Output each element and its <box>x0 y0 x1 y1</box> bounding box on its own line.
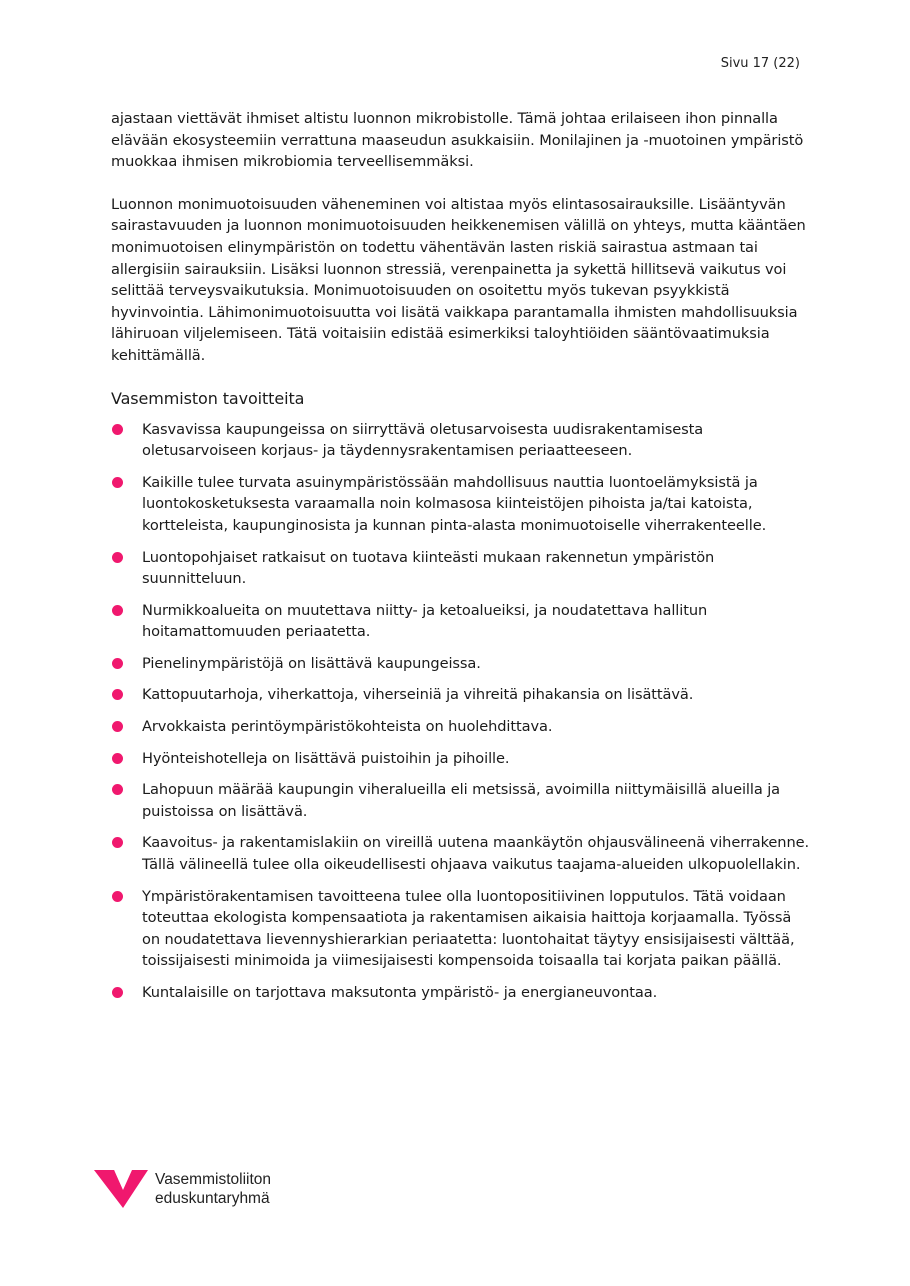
goal-list-item <box>111 472 811 537</box>
footer <box>92 1166 271 1210</box>
bullet-dot-icon <box>112 987 123 998</box>
goal-list-item <box>111 779 811 822</box>
organization-name-line1: Vasemmistoliiton <box>155 1171 272 1188</box>
goal-text: Pienelinympäristöjä on lisättävä kaupungeissa. <box>142 654 481 672</box>
bullet-dot-icon <box>112 753 123 764</box>
goal-text: Kuntalaisille on tarjottava maksutonta ympäristö- ja energianeuvontaa. <box>142 984 658 1001</box>
section-heading: Vasemmiston tavoitteita <box>111 388 305 408</box>
goal-text: Hyönteishotelleja on lisättävä puistoihin ja pihoille. <box>142 749 510 767</box>
vasemmisto-v-logo-icon <box>92 1166 150 1210</box>
goal-text: Kaavoitus- ja rakentamislakiin on vireillä uutena maankäytön ohjausvälineenä viherrakenne. Tällä välineellä tulee olla oikeudellisesti ohjaava vaikutus taajama-alueiden ulkopuolellakin. <box>142 834 810 874</box>
goal-list-item <box>111 600 811 643</box>
goal-list-item <box>111 547 811 590</box>
bullet-dot-icon <box>112 424 123 435</box>
document-body <box>111 108 811 1014</box>
goal-list-item <box>111 886 811 972</box>
goal-list-item <box>111 419 811 462</box>
goal-text: Kattopuutarhoja, viherkattoja, viherseiniä ja vihreitä pihakansia on lisättävä. <box>142 686 694 704</box>
goal-text: Kasvavissa kaupungeissa on siirryttävä oletusarvoisesta uudisrakentamisesta oletusarvoiseen korjaus- ja täydennysrakentamisen periaatteeseen. <box>142 420 704 460</box>
bullet-dot-icon <box>112 605 123 616</box>
goal-text: Kaikille tulee turvata asuinympäristössään mahdollisuus nauttia luontoelämyksistä ja luontokosketuksesta varaamalla noin kolmasosa kiinteistöjen pihoista ja/tai katoista, kortteleista, kaupunginosista ja kunnan pinta-alasta monimuotoiselle viherrakenteelle. <box>142 473 767 534</box>
goal-text: Arvokkaista perintöympäristökohteista on huolehdittava. <box>142 718 553 736</box>
goal-list-item <box>111 748 811 770</box>
goals-list <box>111 419 811 1004</box>
goal-text: Luontopohjaiset ratkaisut on tuotava kiinteästi mukaan rakennetun ympäristön suunnitteluun. <box>142 548 715 588</box>
bullet-dot-icon <box>112 837 123 848</box>
goal-list-item <box>111 832 811 875</box>
goal-list-item <box>111 982 811 1004</box>
goal-list-item <box>111 716 811 738</box>
page-number: Sivu 17 (22) <box>720 56 800 71</box>
bullet-dot-icon <box>112 784 123 795</box>
bullet-dot-icon <box>112 552 123 563</box>
paragraph: ajastaan viettävät ihmiset altistu luonnon mikrobistolle. Tämä johtaa erilaiseen ihon pinnalla elävään ekosysteemiin verrattuna maaseudun asukkaisiin. Monilajinen ja -muotoinen ympäristö muokkaa ihmisen mikrobiomia terveellisemmäksi. <box>111 110 804 171</box>
goal-list-item <box>111 653 811 675</box>
bullet-dot-icon <box>112 658 123 669</box>
goal-text: Ympäristörakentamisen tavoitteena tulee olla luontopositiivinen lopputulos. Tätä voidaan toteuttaa ekologista kompensaatiota ja rakentamisen aikaisia haittoja korjaamalla. Työssä on noudatettava lievennyshierarkian periaatetta: luontohaitat täytyy ensisijaisesti välttää, toissijaisesti minimoida ja viimesijaisesti kompensoida toisaalla tai korjata paikan päällä. <box>142 887 795 970</box>
goal-text: Lahopuun määrää kaupungin viheralueilla eli metsissä, avoimilla niittymäisillä alueilla ja puistoissa on lisättävä. <box>142 781 780 820</box>
bullet-dot-icon <box>112 721 123 732</box>
goal-text: Nurmikkoalueita on muutettava niitty- ja ketoalueiksi, ja noudatettava hallitun hoitamattomuuden periaatetta. <box>142 601 708 641</box>
goal-list-item <box>111 684 811 706</box>
organization-name <box>155 1170 271 1208</box>
paragraph: Luonnon monimuotoisuuden väheneminen voi altistaa myös elintasosairauksille. Lisääntyvän sairastavuuden ja luonnon monimuotoisuuden heikkenemisen välillä on yhteys, mutta kääntäen monimuotoisen elinympäristön on todettu vähentävän lasten riskiä sairastua astmaan tai allergisiin sairauksiin. Lisäksi luonnon stressiä, verenpainetta ja sykettä hillitsevä vaikutus voi selittää terveysvaikutuksia. Monimuotoisuuden on osoitettu myös tukevan psyykkistä hyvinvointia. Lähimonimuotoisuutta voi lisätä vaikkapa parantamalla ihmisten mahdollisuuksia lähiruoan viljelemiseen. Tätä voitaisiin edistää esimerkiksi taloyhtiöiden sääntövaatimuksia kehittämällä. <box>111 195 806 364</box>
bullet-dot-icon <box>112 891 123 902</box>
bullet-dot-icon <box>112 689 123 700</box>
bullet-dot-icon <box>112 477 123 488</box>
organization-name-line2: eduskuntaryhmä <box>155 1190 270 1207</box>
